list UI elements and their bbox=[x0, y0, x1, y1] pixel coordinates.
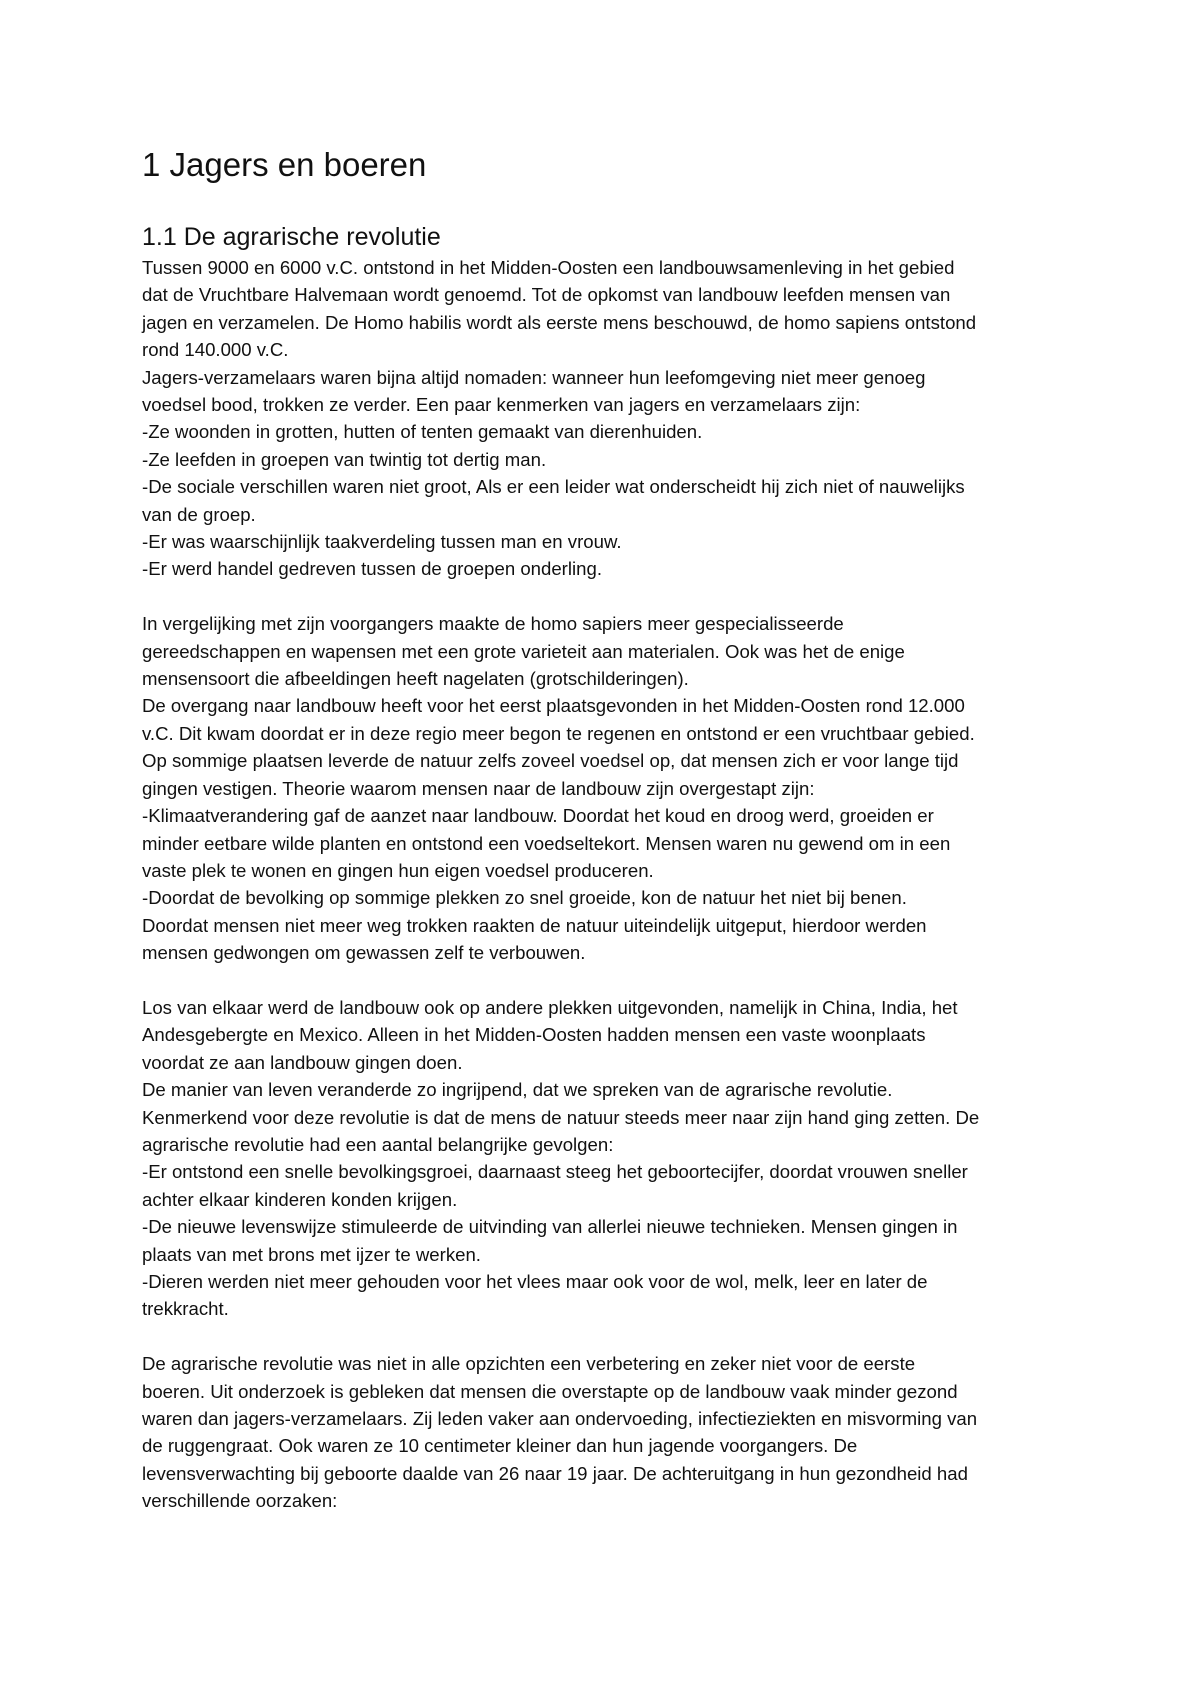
paragraph bbox=[142, 994, 1082, 1323]
text-line: waren dan jagers-verzamelaars. Zij leden vaker aan ondervoeding, infectieziekten en misvorming van bbox=[142, 1408, 978, 1430]
text-line: -Er ontstond een snelle bevolkingsgroei, daarnaast steeg het geboortecijfer, doordat vrouwen sneller bbox=[142, 1161, 968, 1183]
text-line: Doordat mensen niet meer weg trokken raakten de natuur uiteindelijk uitgeput, hierdoor werden bbox=[142, 914, 927, 936]
paragraph-gap bbox=[142, 583, 1082, 610]
paragraph bbox=[142, 1350, 1082, 1514]
text-line: -Er werd handel gedreven tussen de groepen onderling. bbox=[142, 558, 602, 580]
text-line: Kenmerkend voor deze revolutie is dat de mens de natuur steeds meer naar zijn hand ging zetten. De bbox=[142, 1106, 980, 1128]
text-line: -Er was waarschijnlijk taakverdeling tussen man en vrouw. bbox=[142, 531, 622, 553]
text-line: vaste plek te wonen en gingen hun eigen voedsel produceren. bbox=[142, 859, 654, 881]
text-line: de ruggengraat. Ook waren ze 10 centimeter kleiner dan hun jagende voorgangers. De bbox=[142, 1435, 858, 1457]
text-line: dat de Vruchtbare Halvemaan wordt genoemd. Tot de opkomst van landbouw leefden mensen van bbox=[142, 284, 951, 306]
text-line: De manier van leven veranderde zo ingrijpend, dat we spreken van de agrarische revolutie. bbox=[142, 1079, 893, 1101]
text-line: rond 140.000 v.C. bbox=[142, 339, 289, 361]
text-line: Tussen 9000 en 6000 v.C. ontstond in het Midden-Oosten een landbouwsamenleving in het gebied bbox=[142, 257, 955, 278]
text-line: -Ze woonden in grotten, hutten of tenten gemaakt van dierenhuiden. bbox=[142, 421, 703, 443]
text-line: gingen vestigen. Theorie waarom mensen naar de landbouw zijn overgestapt zijn: bbox=[142, 777, 815, 799]
text-line: trekkracht. bbox=[142, 1298, 229, 1320]
text-line: -Doordat de bevolking op sommige plekken zo snel groeide, kon de natuur het niet bij benen. bbox=[142, 887, 907, 909]
text-line: mensen gedwongen om gewassen zelf te verbouwen. bbox=[142, 942, 586, 964]
text-line: van de groep. bbox=[142, 503, 256, 525]
paragraph bbox=[142, 254, 1082, 583]
text-line: -Dieren werden niet meer gehouden voor het vlees maar ook voor de wol, melk, leer en later de bbox=[142, 1271, 928, 1292]
text-line: Los van elkaar werd de landbouw ook op andere plekken uitgevonden, namelijk in China, India, het bbox=[142, 996, 958, 1018]
text-line: voordat ze aan landbouw gingen doen. bbox=[142, 1051, 463, 1073]
text-line: -De sociale verschillen waren niet groot, Als er een leider wat onderscheidt hij zich niet of nauwelijks bbox=[142, 476, 965, 498]
text-line: achter elkaar kinderen konden krijgen. bbox=[142, 1188, 458, 1210]
chapter-heading: 1 Jagers en boeren bbox=[142, 146, 427, 183]
text-line: plaats van met brons met ijzer te werken. bbox=[142, 1243, 481, 1265]
text-line: minder eetbare wilde planten en ontstond een voedseltekort. Mensen waren nu gewend om in een bbox=[142, 832, 951, 854]
document-body bbox=[142, 140, 1082, 1515]
text-line: levensverwachting bij geboorte daalde van 26 naar 19 jaar. De achteruitgang in hun gezondheid had bbox=[142, 1462, 968, 1484]
text-line: -Klimaatverandering gaf de aanzet naar landbouw. Doordat het koud en droog werd, groeiden er bbox=[142, 805, 934, 827]
text-line: De agrarische revolutie was niet in alle opzichten een verbetering en zeker niet voor de eerste bbox=[142, 1353, 916, 1375]
text-line: mensensoort die afbeeldingen heeft nagelaten (grotschilderingen). bbox=[142, 668, 689, 690]
text-line: jagen en verzamelen. De Homo habilis wordt als eerste mens beschouwd, de homo sapiens ontstond bbox=[142, 311, 977, 333]
text-line: De overgang naar landbouw heeft voor het eerst plaatsgevonden in het Midden-Oosten rond 12.000 bbox=[142, 695, 965, 717]
text-line: -Ze leefden in groepen van twintig tot dertig man. bbox=[142, 448, 547, 470]
text-line: -De nieuwe levenswijze stimuleerde de uitvinding van allerlei nieuwe technieken. Mensen gingen in bbox=[142, 1216, 958, 1238]
paragraph bbox=[142, 610, 1082, 966]
text-line: verschillende oorzaken: bbox=[142, 1490, 338, 1512]
text-line: Jagers-verzamelaars waren bijna altijd nomaden: wanneer hun leefomgeving niet meer genoeg bbox=[142, 366, 926, 388]
paragraph-gap bbox=[142, 1323, 1082, 1350]
text-line: Andesgebergte en Mexico. Alleen in het Midden-Oosten hadden mensen een vaste woonplaats bbox=[142, 1024, 926, 1046]
text-line: agrarische revolutie had een aantal belangrijke gevolgen: bbox=[142, 1133, 614, 1155]
text-line: boeren. Uit onderzoek is gebleken dat mensen die overstapte op de landbouw vaak minder gezond bbox=[142, 1380, 958, 1402]
section-heading: 1.1 De agrarische revolutie bbox=[142, 223, 441, 251]
paragraphs-container bbox=[142, 254, 1082, 1515]
text-line: In vergelijking met zijn voorgangers maakte de homo sapiers meer gespecialisseerde bbox=[142, 613, 844, 635]
text-line: v.C. Dit kwam doordat er in deze regio meer begon te regenen en ontstond er een vruchtbaar gebied. bbox=[142, 722, 975, 744]
paragraph-gap bbox=[142, 967, 1082, 994]
text-line: gereedschappen en wapensen met een grote varieteit aan materialen. Ook was het de enige bbox=[142, 640, 905, 662]
text-line: voedsel bood, trokken ze verder. Een paar kenmerken van jagers en verzamelaars zijn: bbox=[142, 394, 861, 416]
text-line: Op sommige plaatsen leverde de natuur zelfs zoveel voedsel op, dat mensen zich er voor lange tijd bbox=[142, 750, 959, 772]
